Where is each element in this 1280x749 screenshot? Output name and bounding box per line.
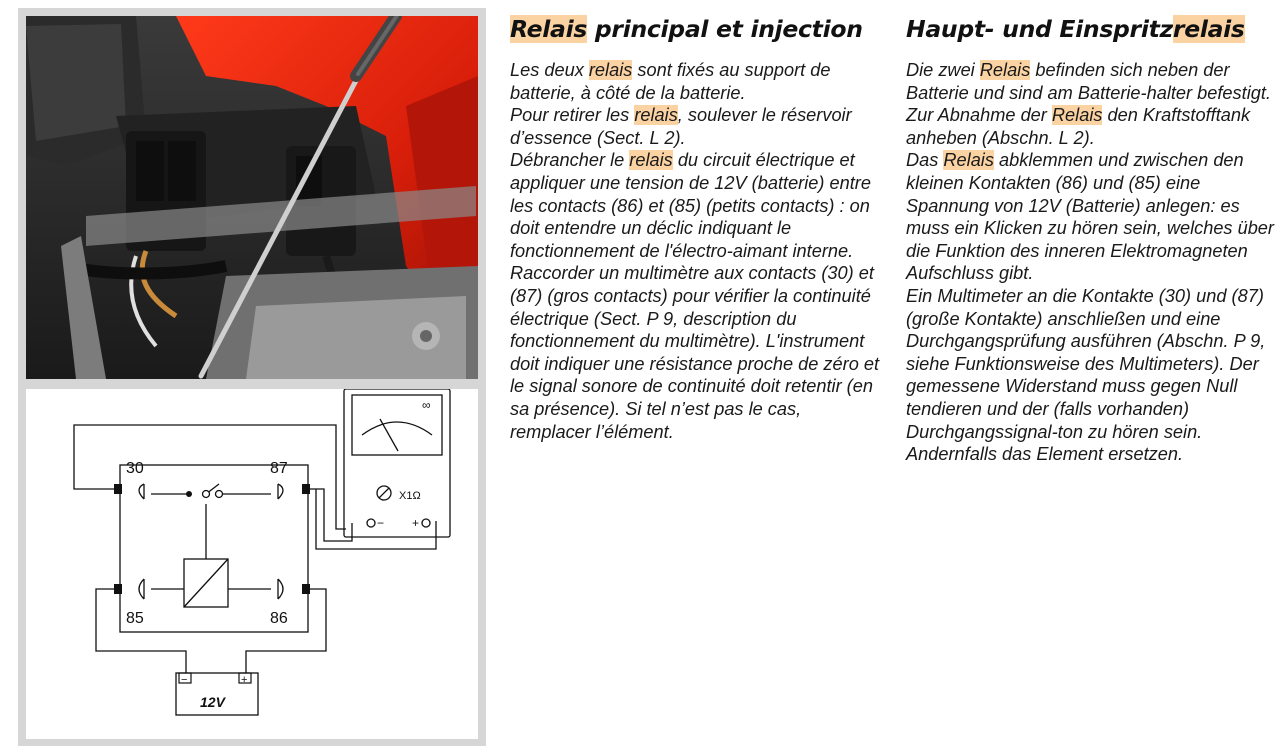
meter-minus-label: − [377, 516, 385, 530]
german-paragraph-2 [906, 104, 1280, 149]
german-heading [906, 16, 1280, 43]
text-run: Les deux [510, 60, 589, 80]
terminal-label-30: 30 [126, 460, 144, 477]
relay-photo [26, 16, 478, 379]
heading-highlight: relais [1172, 15, 1245, 43]
highlight-run: relais [588, 60, 633, 80]
text-run: abklemmen und zwischen den kleinen Kontakten (86) und (85) eine Spannung von 12V (Batterie) anlegen: es muss ein Klicken zu hören sein, welches über die Funktion des inneren Elektromagneten Aufschluss gibt. [906, 150, 1274, 284]
heading-highlight: Relais [510, 15, 588, 43]
multimeter-symbol [344, 389, 450, 537]
meter-range-label: X1Ω [399, 490, 421, 502]
highlight-run: relais [629, 150, 673, 171]
figure-panel [18, 8, 486, 746]
text-run: Das [906, 150, 944, 171]
terminal-label-85: 85 [126, 610, 144, 627]
highlight-run: Relais [1051, 105, 1103, 126]
text-run: sont fixés au support de batterie, à côté de la batterie. [510, 60, 831, 103]
text-run: den Kraftstofftank anheben (Abschn. L 2). [906, 105, 1251, 148]
terminal-label-87: 87 [270, 460, 288, 477]
german-column [906, 16, 1280, 466]
french-paragraph-4: Raccorder un multimètre aux contacts (30) et (87) (gros contacts) pour vérifier la continuité électrique (Sect. P 9, description du fonctionnement du multimètre). L'instrument doit indiquer une résistance proche de zéro et le signal sonore de continuité doit retentir (en sa présence). Si tel n’est pas le cas, remplacer l’élément. [510, 263, 880, 442]
highlight-run: relais [634, 105, 678, 126]
heading-text: Haupt- und Einspritz [906, 15, 1173, 43]
text-run: Zur Abnahme der [906, 105, 1052, 126]
highlight-run: Relais [943, 150, 994, 171]
battery-voltage-label: 12V [200, 694, 225, 710]
meter-plus-label: + [412, 516, 420, 530]
german-paragraph-1 [906, 59, 1280, 104]
french-heading [510, 16, 880, 43]
german-paragraph-3 [906, 149, 1280, 285]
text-run: befinden sich neben der Batterie und sind am Batterie-halter befestigt. [906, 60, 1271, 103]
relay-photo-illustration [26, 16, 478, 379]
text-run: du circuit électrique et appliquer une tension de 12V (batterie) entre les contacts (86) et (85) (petits contacts) : on doit entendre un déclic indiquant le fonctionnement de l'électro-aimant interne. [510, 150, 871, 261]
text-run: Débrancher le [510, 150, 630, 171]
french-column [510, 16, 880, 443]
battery-plus-label: + [241, 674, 248, 686]
terminal-label-86: 86 [270, 610, 288, 627]
text-run: , soulever le réservoir d’essence (Sect. L 2). [510, 105, 852, 148]
wiring-diagram [26, 389, 478, 739]
meter-infinity-label: ∞ [422, 398, 431, 412]
german-paragraph-4: Ein Multimeter an die Kontakte (30) und (87) (große Kontakte) anschließen und eine Durchgangsprüfung ausführen (Abschn. P 9, siehe Funktionsweise des Multimeters). Der gemessene Widerstand muss gegen Null tendieren und der (falls vorhanden) Durchgangssignal-ton zu hören sein. Andernfalls das Element ersetzen. [906, 285, 1266, 465]
french-paragraph-1 [510, 59, 880, 104]
french-paragraph-3 [510, 149, 880, 262]
heading-text: principal et injection [587, 15, 863, 43]
text-run: Pour retirer les [510, 105, 635, 126]
text-run: Die zwei [906, 60, 980, 80]
battery-minus-label: − [181, 674, 188, 686]
french-paragraph-2 [510, 104, 880, 149]
highlight-run: Relais [979, 60, 1031, 80]
relay-test-diagram [26, 389, 478, 739]
